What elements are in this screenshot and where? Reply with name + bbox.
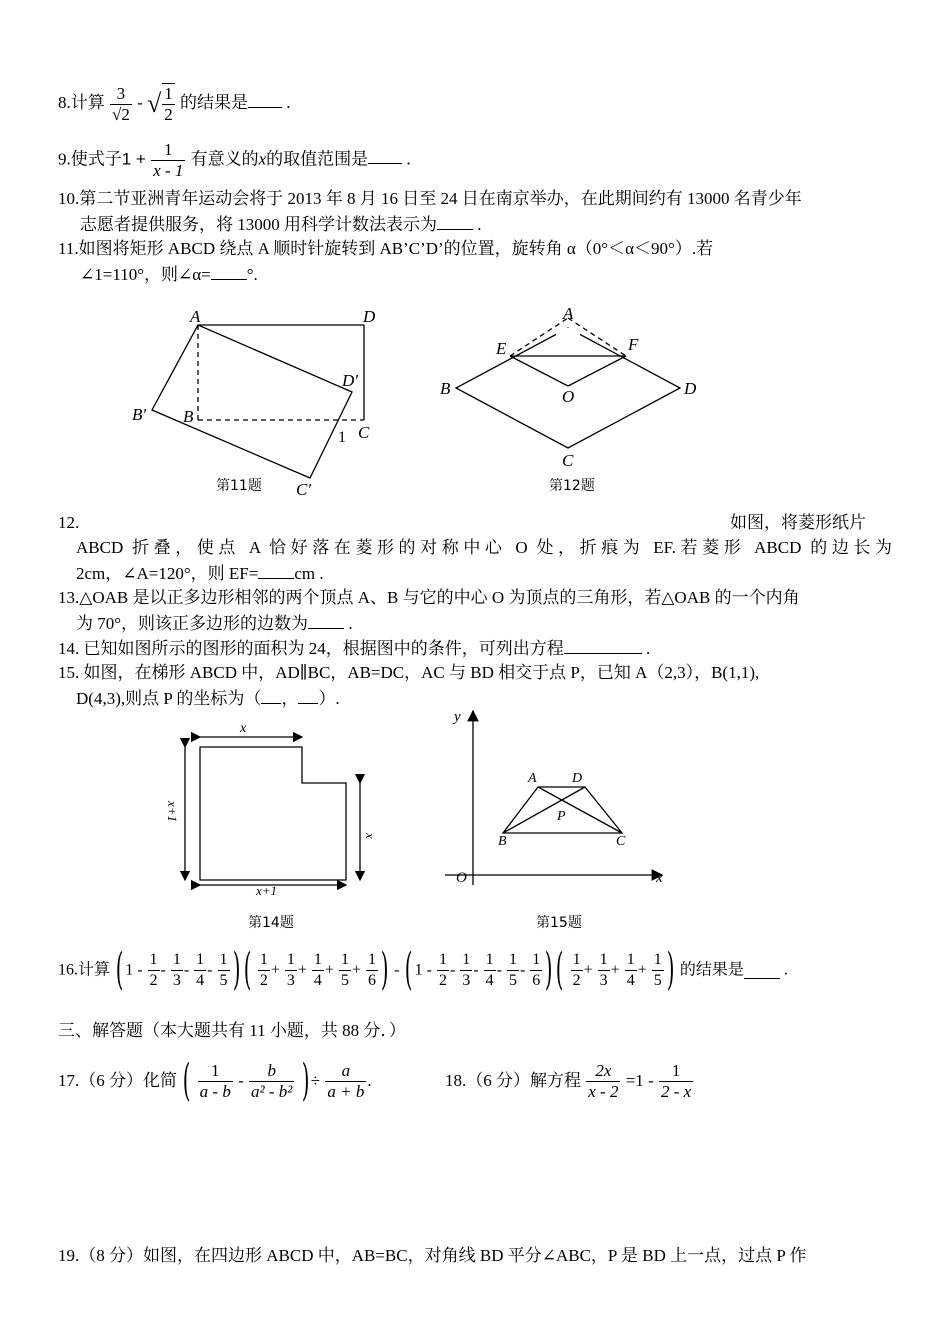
answer-blank[interactable] <box>744 962 780 979</box>
label-A: A <box>528 771 537 786</box>
label-A: A <box>190 307 201 326</box>
label-D: D <box>684 379 697 398</box>
answer-blank[interactable] <box>308 612 344 629</box>
dim-left-label: x+1 <box>165 801 180 823</box>
q10-line1: 10.第二节亚洲青年运动会将于 2013 年 8 月 16 日至 24 日在南京举办，在此期间约有 13000 名青少年 <box>58 189 802 208</box>
label-C: C <box>358 423 370 442</box>
q9-line: 9.使式子1 + $\frac{1}{x - 1}$ 有意义的x的取值范围是 . <box>58 140 411 180</box>
q13-line2: 为 70°，则该正多边形的边数为 . <box>76 614 353 633</box>
q9-fraction: $\frac{1}{x - 1}$ <box>153 140 184 180</box>
q11-line2: ∠1=110°，则∠α= °. <box>80 265 258 284</box>
figure-11 <box>120 300 400 500</box>
label-B-prime: B′ <box>132 405 147 424</box>
q12-line2: ABCD 折叠，使点 A 恰好落在菱形的对称中心 O 处，折痕为 EF.若菱形 ABCD 的边长为 <box>76 538 892 557</box>
label-D: D <box>572 771 583 786</box>
sqrt-symbol: √ <box>147 89 162 118</box>
q13-line1: 13.△OAB 是以正多边形相邻的两个顶点 A、B 与它的中心 O 为顶点的三角形，若△OAB 的一个内角 <box>58 588 800 607</box>
answer-blank[interactable] <box>211 263 247 280</box>
q10-line2: 志愿者提供服务，将 13000 用科学计数法表示为 . <box>80 215 482 234</box>
label-F: F <box>628 335 639 354</box>
l-shape <box>200 747 346 880</box>
answer-blank[interactable] <box>258 562 294 579</box>
q12-line3: 2cm，∠A=120°，则 EF= cm . <box>76 564 324 583</box>
answer-blank[interactable] <box>368 147 402 164</box>
origin-label: O <box>456 870 467 886</box>
q8-fraction-1: $\frac{3}{√2}$ <box>112 83 130 124</box>
q8-line: 8.计算 $\frac{3}{√2}$ - √ $\frac{1}{2}$ 的结果是 . <box>58 83 291 124</box>
label-P: P <box>557 809 566 824</box>
dim-bottom-label: x+1 <box>256 883 278 898</box>
figure-15 <box>440 705 680 895</box>
label-1: 1 <box>338 429 346 446</box>
q12-line1-tail: 如图，将菱形纸片 <box>730 513 866 532</box>
axis-label-y: y <box>454 709 461 725</box>
label-D-prime: D′ <box>342 371 358 390</box>
q14-line: 14. 已知如图所示的图形的面积为 24，根据图中的条件，可列出方程 . <box>58 639 651 658</box>
answer-blank-x[interactable] <box>261 687 281 704</box>
dim-right-label: x <box>363 833 378 839</box>
q15-line2: D(4,3),则点 P 的坐标为（ ， ）. <box>76 689 340 708</box>
label-E: E <box>496 339 507 358</box>
q8-fraction-2: $\frac{1}{2}$ <box>164 84 173 124</box>
section-3-heading: 三、解答题（本大题共有 11 小题，共 88 分．） <box>58 1021 406 1040</box>
label-B: B <box>440 379 451 398</box>
figure-12 <box>430 300 710 470</box>
q11-line1: 11.如图将矩形 ABCD 绕点 A 顺时针旋转到 AB’C’D’的位置，旋转角 α（0°＜α＜90°）.若 <box>58 239 714 258</box>
dim-top-label: x <box>240 721 247 736</box>
figure-15-caption: 第15题 <box>536 915 582 931</box>
q12-number: 12. <box>58 513 80 532</box>
label-D: D <box>363 307 376 326</box>
label-A: A <box>563 304 574 323</box>
label-B: B <box>183 407 194 426</box>
diagonal-BD <box>503 787 585 833</box>
figure-11-caption: 第11题 <box>216 478 262 494</box>
label-C-prime: C′ <box>296 480 312 499</box>
label-O: O <box>562 387 575 406</box>
answer-blank-y[interactable] <box>298 687 318 704</box>
label-C: C <box>616 834 626 849</box>
q8-prefix: 8.计算 <box>58 92 105 112</box>
rotated-rectangle <box>152 325 352 478</box>
answer-blank[interactable] <box>248 91 282 108</box>
answer-blank[interactable] <box>437 213 473 230</box>
q16-line: 16.计算 ( 1 - $\frac{1}{2}$ - $\frac{1}{3}$ - $\frac{1}{4}$ - $\frac{1}{5}$ )( $\frac{1}{2}$ + $\frac{1}{3}$ + $\frac{1}{4}$ + $\frac{1}{5}$ + $\frac{1}{6}$ ) - ( 1 - $\frac{1}{2}$ - $\frac{1}{3}$ - $\frac{1}{4}$ - $\frac{1}{5}$ - $\frac{1}{6}$ )( $\frac{1}{2}$ + $\frac{1}{3}$ + $\frac{1}{4}$ + $\frac{1}{5}$ ) 的结果是 . <box>58 944 788 996</box>
axis-label-x: x <box>656 870 663 886</box>
q18-line: 18.（6 分）解方程 $\frac{2x}{x - 2}$ =1 - $\frac{1}{2 - x}$ <box>445 1060 692 1101</box>
label-C: C <box>562 451 574 470</box>
figure-14-caption: 第14题 <box>248 915 294 931</box>
answer-blank[interactable] <box>564 637 642 654</box>
q19-line1: 19.（8 分）如图，在四边形 ABCD 中，AB=BC，对角线 BD 平分∠ABC，P 是 BD 上一点，过点 P 作 <box>58 1246 807 1265</box>
edge-EO <box>510 356 568 386</box>
edge-FO <box>568 356 626 386</box>
label-B: B <box>498 834 507 849</box>
q15-line1: 15. 如图，在梯形 ABCD 中，AD∥BC，AB=DC，AC 与 BD 相交于点 P，已知 A（2,3），B(1,1), <box>58 663 760 682</box>
diagonal-AC <box>538 787 622 833</box>
q17-line: 17.（6 分）化简 ( $\frac{1}{a - b}$ - $\frac{b}{\text{a² - b²}}$ ) ÷ $\frac{a}{a + b}$ . <box>58 1055 372 1107</box>
figure-14 <box>160 715 390 905</box>
figure-12-caption: 第12题 <box>549 478 595 494</box>
